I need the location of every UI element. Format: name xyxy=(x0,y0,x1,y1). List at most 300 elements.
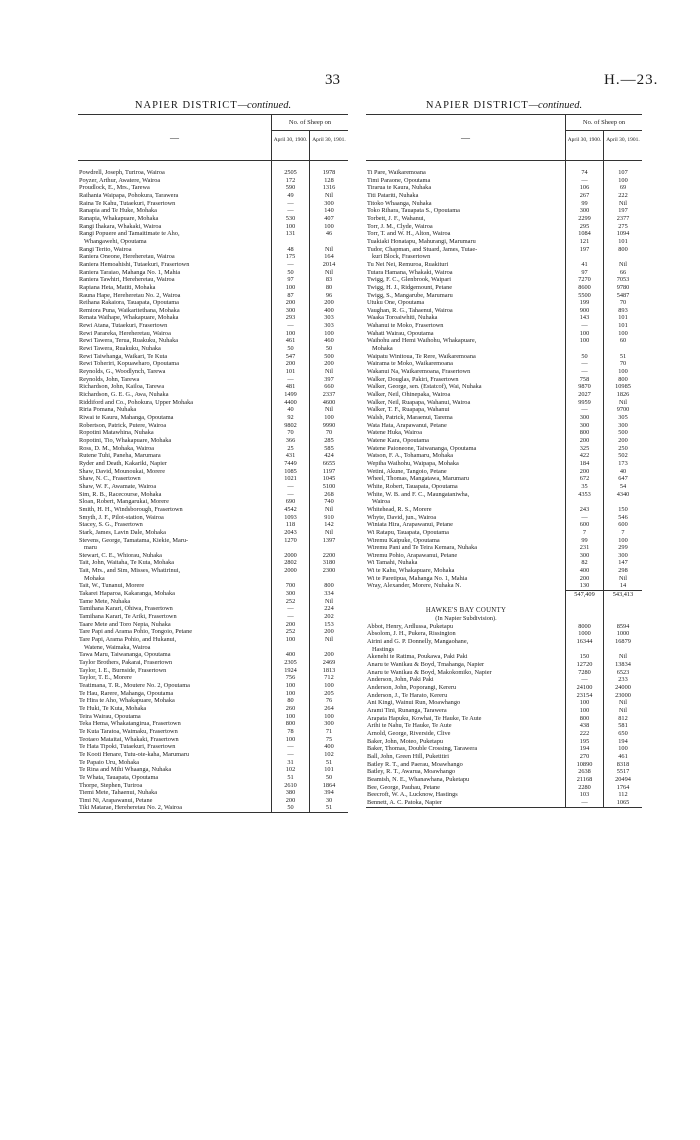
sheep-1901: 76 xyxy=(325,697,333,705)
sheep-1900: 2802 xyxy=(272,559,310,567)
table-row xyxy=(366,784,642,792)
table-row xyxy=(78,797,348,805)
table-row xyxy=(366,368,642,376)
sheep-1901: 6523 xyxy=(616,668,630,676)
owner-name: Ani Kingi, Wainui Run, Moawhango xyxy=(366,699,566,707)
table-row xyxy=(78,330,348,338)
sheep-1901: 2469 xyxy=(322,659,336,666)
table-row xyxy=(366,345,642,353)
owner-name: Sloan, Robert, Mangarukai, Morere xyxy=(78,498,272,506)
owner-name: Wairama te Moko, Waikaremoana xyxy=(366,360,566,368)
owner-name: Rewi Toheriri, Kopuawharo, Opoutama xyxy=(78,360,272,368)
sheep-1900 xyxy=(566,253,604,261)
sheep-1901: 1813 xyxy=(322,666,336,674)
owner-name: Tare Papi and Arama Pohio, Tongoio, Petane xyxy=(78,628,272,636)
sheep-1901: 303 xyxy=(324,322,334,330)
document-reference: H.—23. xyxy=(604,72,659,88)
owner-name: Abbot, Henry, Ardlussa, Puketapu xyxy=(366,623,566,631)
owner-name: Renata Waihape, Whakapuare, Mohaka xyxy=(78,314,272,322)
sheep-1900: 800 xyxy=(566,715,604,723)
owner-name: Watene Kara, Opoutama xyxy=(366,437,566,445)
sheep-1900: 40 xyxy=(272,406,310,414)
table-row xyxy=(366,284,642,292)
owner-name: Wi Tamahi, Nuhaka xyxy=(366,559,566,567)
owner-name: Ross, D. M., Mohaka, Wairoa xyxy=(78,445,272,453)
sheep-1900: 200 xyxy=(566,468,604,476)
sheep-1900: 2027 xyxy=(566,391,604,399)
table-row xyxy=(78,544,348,552)
owner-name: Tuakiaki Honatapu, Mahurangi, Marumaru xyxy=(366,238,566,246)
owner-name: Timi Paraone, Opoutama xyxy=(366,177,566,185)
owner-name: Rewi Tawera, Ruakuku, Nuhaka xyxy=(78,345,272,353)
table-row xyxy=(78,360,348,368)
table-row xyxy=(366,414,642,422)
table-row xyxy=(78,682,348,690)
section-subtitle: (In Napier Subdivision). xyxy=(366,615,566,623)
sheep-1900: — xyxy=(272,743,310,751)
sheep-1900: 590 xyxy=(272,184,310,192)
sheep-1901: 647 xyxy=(618,475,628,483)
table-row xyxy=(366,276,642,284)
table-row xyxy=(366,669,642,677)
table-row xyxy=(78,521,348,529)
sheep-1900: 200 xyxy=(272,797,310,805)
total-row xyxy=(366,590,642,599)
sheep-1900: 300 xyxy=(272,307,310,315)
sheep-1900: 1093 xyxy=(272,514,310,522)
sheep-1900: 97 xyxy=(566,269,604,277)
table-row xyxy=(366,761,642,769)
sheep-1900: 438 xyxy=(566,722,604,730)
table-row xyxy=(366,567,642,575)
owner-name: Hastings xyxy=(366,646,566,654)
sheep-1901: 2200 xyxy=(322,551,336,559)
sheep-1900: 80 xyxy=(272,697,310,705)
sheep-1901: Nil xyxy=(324,191,334,199)
sheep-1901: 100 xyxy=(324,329,334,337)
right-column-title: NAPIER DISTRICT—continued. xyxy=(425,100,583,111)
sheep-1900: 295 xyxy=(566,223,604,231)
sheep-1901: 54 xyxy=(619,482,627,490)
sheep-1900: 16344 xyxy=(566,638,604,646)
table-row xyxy=(78,452,348,460)
sheep-1901: Nil xyxy=(324,636,334,644)
sheep-1901: 460 xyxy=(324,337,334,345)
owner-name: Shaw, David, Mounoukai, Morere xyxy=(78,468,272,476)
owner-name: Te Kuta Taratoa, Waimaku, Frasertown xyxy=(78,728,272,736)
sheep-1901: 100 xyxy=(618,368,628,376)
sheep-1900: 1499 xyxy=(272,391,310,399)
sheep-1900: — xyxy=(566,406,604,414)
sheep-1901: 800 xyxy=(618,245,628,253)
sheep-1901: 14 xyxy=(619,582,627,590)
owner-name: Twigg, H. J., Ridgemount, Petane xyxy=(366,284,566,292)
table-row xyxy=(366,676,642,684)
sheep-1901: 101 xyxy=(618,314,628,322)
sheep-1901: 107 xyxy=(618,169,628,176)
sheep-1901: 70 xyxy=(619,360,627,368)
sheep-1900: 481 xyxy=(272,383,310,391)
owner-name: Watene Huka, Wairoa xyxy=(366,429,566,437)
sheep-1900: 1000 xyxy=(566,630,604,638)
owner-name: Walker, Neil, Ohinepaka, Wairoa xyxy=(366,391,566,399)
table-row xyxy=(366,730,642,738)
sheep-1901: Nil xyxy=(618,260,628,268)
sheep-1901: Nil xyxy=(324,528,334,536)
sheep-1901: 303 xyxy=(324,314,334,322)
owner-name: Watson, F. A., Tohamaru, Mohaka xyxy=(366,452,566,460)
owner-name: Utuku One, Opoutama xyxy=(366,299,566,307)
sheep-1900: 50 xyxy=(272,269,310,277)
owner-name: Taylor, I. E., Burnside, Frasertown xyxy=(78,667,272,675)
sheep-1901: 800 xyxy=(618,375,628,383)
table-header xyxy=(366,115,642,161)
sheep-1901: 1045 xyxy=(322,475,336,483)
owner-name: Anderson, J., Te Harato, Kereru xyxy=(366,692,566,700)
owner-name: Twigg, F. C., Glenbrook, Waipari xyxy=(366,276,566,284)
sheep-1901: 6655 xyxy=(322,459,336,467)
sheep-1900: 100 xyxy=(566,337,604,345)
table-row xyxy=(78,567,348,575)
owner-name: Raniera Tawhiri, Hereheretau, Wairoa xyxy=(78,276,272,284)
sheep-1901 xyxy=(310,238,348,246)
group-header: No. of Sheep on xyxy=(566,115,642,131)
table-row xyxy=(78,736,348,744)
sheep-1901: 2014 xyxy=(322,260,336,268)
sheep-1901: 300 xyxy=(324,720,334,728)
owner-name: Torbett, J. F., Wahanui, xyxy=(366,215,566,223)
right-column xyxy=(366,98,642,808)
sheep-1900: 260 xyxy=(272,705,310,713)
page-header xyxy=(0,72,700,92)
sheep-1900: 800 xyxy=(566,429,604,437)
sheep-1900: 48 xyxy=(272,246,310,254)
table-row xyxy=(78,353,348,361)
sheep-1901: Nil xyxy=(324,245,334,253)
table-row xyxy=(78,674,348,682)
sheep-1901: 1978 xyxy=(322,169,336,176)
sheep-1900 xyxy=(272,575,310,583)
sheep-1901: 268 xyxy=(324,490,334,498)
table-row xyxy=(78,192,348,200)
owner-name: Tare Papi, Arama Pohio, and Hukanui, xyxy=(78,636,272,644)
sheep-1901: Nil xyxy=(618,199,628,207)
sheep-1900: — xyxy=(272,261,310,269)
owner-name: Ryder and Death, Kakariki, Napier xyxy=(78,460,272,468)
sheep-1900: 150 xyxy=(566,653,604,661)
sheep-1900: — xyxy=(272,491,310,499)
sheep-1900: 200 xyxy=(566,437,604,445)
owner-name: White, W. B. and F. C., Maungataniwha, xyxy=(366,491,566,499)
sheep-1900: 400 xyxy=(566,567,604,575)
table-row xyxy=(366,768,642,776)
sheep-1901: 461 xyxy=(618,752,628,760)
sheep-1900: 130 xyxy=(566,582,604,590)
owner-name: Reynolds, G., Woodlynch, Tarewa xyxy=(78,368,272,376)
sheep-1901: 264 xyxy=(324,704,334,712)
sheep-1900: 100 xyxy=(566,707,604,715)
owner-name: Batley R. T., and Paerau, Moawhango xyxy=(366,761,566,769)
table-row xyxy=(78,238,348,246)
sheep-1900 xyxy=(272,238,310,246)
table-row xyxy=(78,728,348,736)
sheep-1900: 21168 xyxy=(566,776,604,784)
table-row xyxy=(366,684,642,692)
table-row xyxy=(366,269,642,277)
table-row xyxy=(78,690,348,698)
sheep-1900: 325 xyxy=(566,445,604,453)
sheep-1900: 7 xyxy=(566,529,604,537)
sheep-1900: 50 xyxy=(272,345,310,353)
sheep-1900: — xyxy=(272,613,310,621)
table-row xyxy=(366,184,642,192)
sheep-1901: 200 xyxy=(324,299,334,307)
owner-name: Ball, John, Green Hill, Puketitiri xyxy=(366,753,566,761)
owner-name: Titi Patariti, Nuhaka xyxy=(366,192,566,200)
sheep-1901: 9700 xyxy=(616,406,630,414)
sheep-1901: 5517 xyxy=(616,768,630,776)
table-row xyxy=(78,223,348,231)
sheep-1900: 131 xyxy=(272,230,310,238)
sheep-1900: 51 xyxy=(272,774,310,782)
sheep-1901: 800 xyxy=(324,582,334,590)
table-row xyxy=(366,544,642,552)
owner-name: Rewi Taiwhanga, Waikari, Te Kuta xyxy=(78,353,272,361)
sheep-1901: 200 xyxy=(324,360,334,368)
owner-name: Whyte, David, jun., Wairoa xyxy=(366,514,566,522)
owner-name: Smith, H. H., Windsborough, Frasertown xyxy=(78,506,272,514)
sheep-1900: 199 xyxy=(566,299,604,307)
owner-name: kuri Block, Frasertown xyxy=(366,253,566,261)
owner-name: Anderson, John, Paki Paki xyxy=(366,676,566,684)
sheep-1900: 7280 xyxy=(566,669,604,677)
sheep-1901: 69 xyxy=(619,184,627,192)
table-row xyxy=(78,399,348,407)
sheep-1901: Nil xyxy=(324,268,334,276)
table-row xyxy=(78,766,348,774)
sheep-1900: 41 xyxy=(566,261,604,269)
owner-name: Twigg, S., Mangarube, Marumaru xyxy=(366,292,566,300)
sheep-1901: 275 xyxy=(618,222,628,230)
sheep-1900: 293 xyxy=(272,314,310,322)
sheep-1900: 1085 xyxy=(272,468,310,476)
table-row xyxy=(78,514,348,522)
owner-name: Wetini, Akune, Tangoio, Petane xyxy=(366,468,566,476)
table-row xyxy=(366,722,642,730)
sheep-1900: 2043 xyxy=(272,529,310,537)
name-column-header: — xyxy=(366,115,566,160)
table-row xyxy=(78,207,348,215)
sheep-1900: 2305 xyxy=(272,659,310,667)
sheep-1900: 252 xyxy=(272,628,310,636)
sheep-1900: 300 xyxy=(272,590,310,598)
owner-name: Poyzer, Arthur, Awatere, Wairoa xyxy=(78,177,272,185)
table-row xyxy=(366,707,642,715)
sheep-1901: 397 xyxy=(324,375,334,383)
table-row xyxy=(78,429,348,437)
table-row xyxy=(78,667,348,675)
sheep-1901: 1316 xyxy=(322,184,336,192)
sheep-1901: 10985 xyxy=(615,383,631,391)
sheep-1900: 100 xyxy=(272,223,310,231)
column-header-1901: April 30, 1901. xyxy=(312,137,346,143)
owner-name: Te Papaio Uru, Mohaka xyxy=(78,759,272,767)
owner-name: Arihi te Nahu, Te Hauke, Te Aute xyxy=(366,722,566,730)
table-row xyxy=(366,623,642,631)
table-row xyxy=(78,253,348,261)
sheep-1901: 585 xyxy=(324,444,334,452)
owner-name: Arnold, George, Riverside, Clive xyxy=(366,730,566,738)
table-row xyxy=(78,575,348,583)
owner-name: Tait, Mrs., and Sim, Misses, Whatirinui, xyxy=(78,567,272,575)
table-row xyxy=(366,514,642,522)
owner-name: Tirarua te Kaura, Nuhaka xyxy=(366,184,566,192)
column-header-1901: April 30, 1901. xyxy=(606,137,640,143)
owner-name: Richardson, G. E. G., Awa, Nuhaka xyxy=(78,391,272,399)
sheep-1901: 50 xyxy=(325,773,333,781)
owner-name: Akenehi te Ratima, Poukawa, Paki Paki xyxy=(366,653,566,661)
table-row xyxy=(366,638,642,646)
sheep-1900: 2299 xyxy=(566,215,604,223)
table-row xyxy=(78,337,348,345)
table-row xyxy=(366,552,642,560)
right-rows-napier xyxy=(366,169,642,590)
table-row xyxy=(78,169,348,177)
table-row xyxy=(366,406,642,414)
table-row xyxy=(366,314,642,322)
table-row xyxy=(78,276,348,284)
sheep-1901: 740 xyxy=(324,498,334,506)
table-row xyxy=(366,391,642,399)
owner-name: Riria Pomana, Nuhaka xyxy=(78,406,272,414)
owner-name: Reynolds, John, Tarewa xyxy=(78,376,272,384)
table-row xyxy=(366,498,642,506)
table-row xyxy=(366,292,642,300)
sheep-1901: 100 xyxy=(324,681,334,689)
owner-name: Winiata Hira, Arapawanui, Petane xyxy=(366,521,566,529)
sheep-1900: 12720 xyxy=(566,661,604,669)
table-row xyxy=(366,376,642,384)
owner-name: Wi te Paretipua, Mahanga No. 1, Mahia xyxy=(366,575,566,583)
table-row xyxy=(78,383,348,391)
owner-name: Richardson, John, Kailoa, Tarewa xyxy=(78,383,272,391)
table-row xyxy=(78,628,348,636)
sheep-1901: 8318 xyxy=(616,760,630,768)
sheep-1901: 305 xyxy=(618,414,628,421)
sheep-1901: 66 xyxy=(619,268,627,276)
owner-name: Waaka Toroaiwhiti, Nuhaka xyxy=(366,314,566,322)
owner-name: Taylor, T. E., Morere xyxy=(78,674,272,682)
owner-name: Waihohu and Hemi Waihohu, Whakapuare, xyxy=(366,337,566,345)
sheep-1901: 96 xyxy=(325,291,333,299)
table-row xyxy=(366,575,642,583)
sheep-1901: 7053 xyxy=(616,276,630,284)
sheep-1900: 50 xyxy=(566,353,604,361)
table-row xyxy=(78,621,348,629)
sheep-1901: 1397 xyxy=(322,536,336,544)
table-row xyxy=(366,483,642,491)
sheep-1900: 690 xyxy=(272,498,310,506)
sheep-1900: 99 xyxy=(566,537,604,545)
owner-name: Taylor Brothers, Pakarai, Frasertown xyxy=(78,659,272,667)
owner-name: Te Hira te Aho, Whakapuare, Mohaka xyxy=(78,697,272,705)
owner-name: Takarei Haparoa, Kakaranga, Mohaka xyxy=(78,590,272,598)
owner-name: Riddiford and Co., Pohokura, Upper Mohaka xyxy=(78,399,272,407)
sheep-1900: — xyxy=(272,483,310,491)
table-row xyxy=(366,253,642,261)
sheep-1900: 2280 xyxy=(566,784,604,792)
table-row xyxy=(78,713,348,721)
sheep-1900: 231 xyxy=(566,544,604,552)
owner-name: Te Huki, Te Kuta, Mohaka xyxy=(78,705,272,713)
sheep-1900: 530 xyxy=(272,215,310,223)
sheep-1900: 194 xyxy=(566,745,604,753)
table-row xyxy=(366,661,642,669)
owner-name: Te Hata Tipoki, Tutaekuri, Frasertown xyxy=(78,743,272,751)
sheep-1900: 1270 xyxy=(272,537,310,545)
sheep-1900: — xyxy=(272,207,310,215)
sheep-1900: 222 xyxy=(566,730,604,738)
sheep-1901: 50 xyxy=(325,345,333,353)
table-row xyxy=(78,506,348,514)
table-row xyxy=(366,491,642,499)
table-row xyxy=(366,223,642,231)
left-rows xyxy=(78,169,348,812)
sheep-1901: 1065 xyxy=(616,798,630,806)
sheep-1900: 2000 xyxy=(272,567,310,575)
owner-name: White, Robert, Tauapata, Opoutama xyxy=(366,483,566,491)
owner-name: Raniera Oneone, Hereheretau, Wairoa xyxy=(78,253,272,261)
sheep-1900: 101 xyxy=(272,368,310,376)
table-row xyxy=(78,468,348,476)
owner-name: Waipatu Winitoua, Te Rere, Waikaremoana xyxy=(366,353,566,361)
sheep-1901: 194 xyxy=(618,737,628,745)
sheep-1901: 142 xyxy=(324,521,334,529)
owner-name: Riwai te Kauru, Mahanga, Opoutama xyxy=(78,414,272,422)
table-row xyxy=(78,215,348,223)
table-row xyxy=(366,330,642,338)
sheep-1900: 758 xyxy=(566,376,604,384)
table-row xyxy=(366,738,642,746)
sheep-1901: 9780 xyxy=(616,283,630,291)
owner-name: Rauna Hape, Hereheretau No. 2, Wairoa xyxy=(78,292,272,300)
table-row xyxy=(366,169,642,177)
sheep-1900: 70 xyxy=(272,429,310,437)
sheep-1900: 270 xyxy=(566,753,604,761)
sheep-1901: 100 xyxy=(618,745,628,753)
owner-name: Teka Hema, Whakatangirua, Frasertown xyxy=(78,720,272,728)
table-row xyxy=(78,422,348,430)
sheep-1901 xyxy=(604,253,642,261)
owner-name: Ropotini, Tio, Whakapuare, Mohaka xyxy=(78,437,272,445)
owner-name: Rutene Tuhi, Paneha, Marumara xyxy=(78,452,272,460)
table-row xyxy=(366,307,642,315)
owner-name: Remiora Puna, Waikaritethana, Mohaka xyxy=(78,307,272,315)
sheep-1900: 380 xyxy=(272,789,310,797)
sheep-1901: 164 xyxy=(324,253,334,261)
sheep-1900: — xyxy=(566,177,604,185)
sheep-1900: — xyxy=(566,322,604,330)
sheep-1901: 1826 xyxy=(616,391,630,399)
owner-name: Walsh, Patrick, Maraenui, Tarema xyxy=(366,414,566,422)
sheep-1901: 2337 xyxy=(322,391,336,399)
sheep-1900: 118 xyxy=(272,521,310,529)
sheep-1901: 1764 xyxy=(616,783,630,791)
owner-name: Wiremu Pani and Te Teira Kemara, Nuhaka xyxy=(366,544,566,552)
sheep-1901: 200 xyxy=(324,628,334,636)
sheep-1900: 4542 xyxy=(272,506,310,514)
sheep-1900 xyxy=(566,646,604,654)
